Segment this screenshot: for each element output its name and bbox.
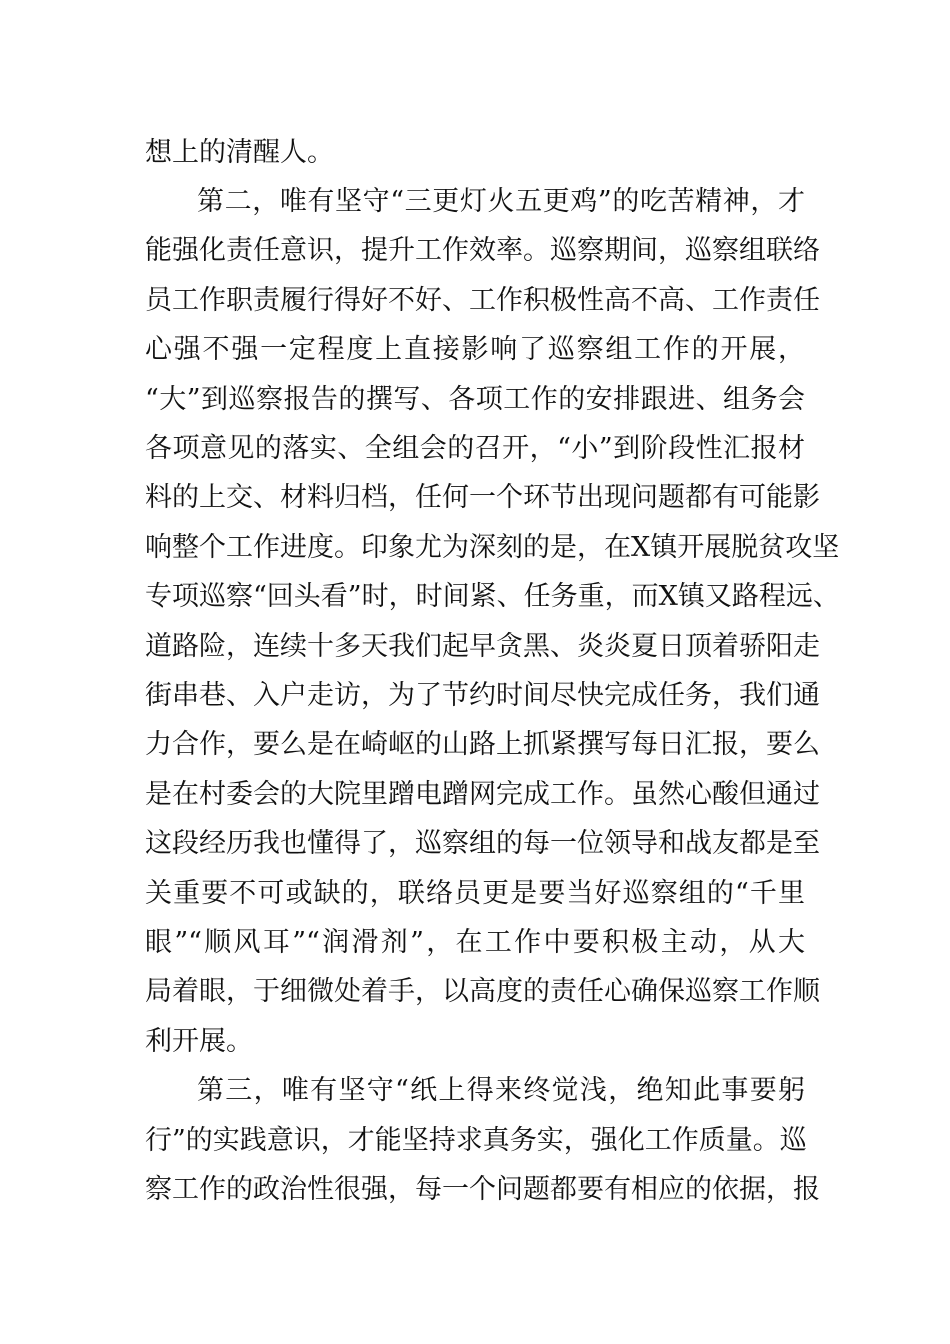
text-line: 利开展。 xyxy=(145,1026,253,1057)
text-line: 道路险，连续十多天我们起早贪黑、炎炎夏日顶着骄阳走 xyxy=(145,631,820,662)
text-line: “大”到巡察报告的撰写、各项工作的安排跟进、组务会 xyxy=(145,384,805,415)
paragraph-start-line: 第三，唯有坚守“纸上得来终觉浅，绝知此事要躬 xyxy=(197,1075,805,1106)
text-line: 这段经历我也懂得了，巡察组的每一位领导和战友都是至 xyxy=(145,828,820,859)
text-line: 能强化责任意识，提升工作效率。巡察期间，巡察组联络 xyxy=(145,235,820,266)
text-line: 想上的清醒人。 xyxy=(145,137,334,168)
text-line: 察工作的政治性很强，每一个问题都要有相应的依据，报 xyxy=(145,1174,820,1205)
text-line: 心强不强一定程度上直接影响了巡察组工作的开展， xyxy=(145,334,805,365)
text-line: 关重要不可或缺的，联络员更是要当好巡察组的“千里 xyxy=(145,878,805,909)
text-line: 是在村委会的大院里蹭电蹭网完成工作。虽然心酸但通过 xyxy=(145,779,820,810)
text-line: 员工作职责履行得好不好、工作积极性高不高、工作责任 xyxy=(145,285,820,316)
paragraph-start-line: 第二，唯有坚守“三更灯火五更鸡”的吃苦精神，才 xyxy=(197,186,805,217)
text-line: 街串巷、入户走访，为了节约时间尽快完成任务，我们通 xyxy=(145,680,820,711)
text-line: 行”的实践意识，才能坚持求真务实，强化工作质量。巡 xyxy=(145,1125,807,1156)
text-line: 力合作，要么是在崎岖的山路上抓紧撰写每日汇报，要么 xyxy=(145,729,820,760)
text-line: 响整个工作进度。印象尤为深刻的是，在X镇开展脱贫攻坚 xyxy=(145,532,840,563)
text-line: 各项意见的落实、全组会的召开，“小”到阶段性汇报材 xyxy=(145,433,805,464)
text-line: 局着眼，于细微处着手，以高度的责任心确保巡察工作顺 xyxy=(145,976,820,1007)
text-line: 专项巡察“回头看”时，时间紧、任务重，而X镇又路程远、 xyxy=(145,581,840,612)
text-line: 眼”“顺风耳”“润滑剂”，在工作中要积极主动，从大 xyxy=(145,927,805,958)
text-line: 料的上交、材料归档，任何一个环节出现问题都有可能影 xyxy=(145,482,820,513)
